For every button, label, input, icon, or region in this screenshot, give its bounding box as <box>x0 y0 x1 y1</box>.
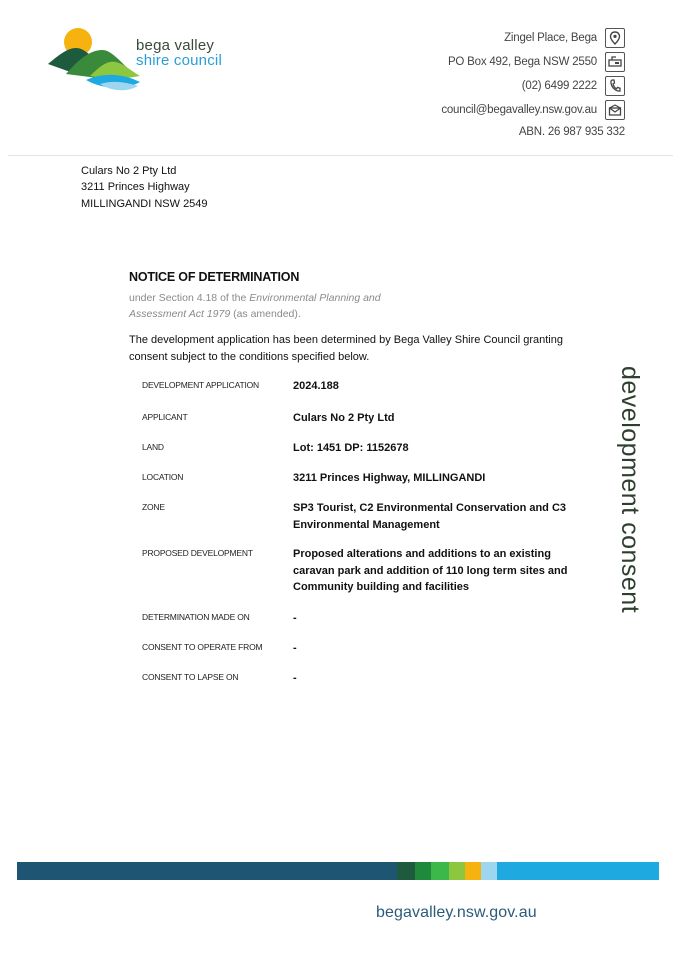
notice-subtitle <box>129 290 389 322</box>
mailbox-icon <box>605 52 625 72</box>
contact-phone <box>365 74 625 98</box>
header-divider <box>8 155 673 156</box>
detail-value: 2024.188 <box>293 380 339 392</box>
contact-email <box>365 98 625 122</box>
side-label <box>617 366 647 662</box>
contact-phone-text: (02) 6499 2222 <box>521 80 597 92</box>
location-pin-icon <box>605 28 625 48</box>
footer-website-link[interactable]: begavalley.nsw.gov.au <box>376 904 537 921</box>
notice-sub-suffix: (as amended). <box>230 308 301 320</box>
detail-label: CONSENT TO OPERATE FROM <box>142 642 263 652</box>
detail-label: CONSENT TO LAPSE ON <box>142 672 239 682</box>
notice-sub-prefix: under Section 4.18 of the <box>129 292 250 304</box>
detail-label: LOCATION <box>142 472 184 482</box>
footer-bar-segment <box>497 862 659 880</box>
footer-bar-segment <box>431 862 449 880</box>
detail-value: 3211 Princes Highway, MILLINGANDI <box>293 472 486 484</box>
footer-bar-segment <box>465 862 481 880</box>
detail-label: LAND <box>142 442 164 452</box>
footer-bar-segment <box>17 862 397 880</box>
notice-sub-act: Environmental Planning and Assessment Act 1979 <box>129 292 381 320</box>
detail-value: Proposed alterations and additions to an existing caravan park and addition of 110 long term sites and Community building and facilities <box>293 548 568 593</box>
footer-colour-bar <box>17 862 659 880</box>
detail-value: Culars No 2 Pty Ltd <box>293 412 395 424</box>
council-logo <box>46 24 271 96</box>
contact-address-text: Zingel Place, Bega <box>504 32 597 44</box>
recipient-name: Culars No 2 Pty Ltd <box>81 165 177 177</box>
contact-postal <box>365 50 625 74</box>
notice-title: NOTICE OF DETERMINATION <box>129 270 300 284</box>
detail-value: - <box>293 672 297 684</box>
notice-intro: The development application has been determined by Bega Valley Shire Council granting consent subject to the conditions specified below. <box>129 334 563 363</box>
detail-label: APPLICANT <box>142 412 188 422</box>
footer-bar-segment <box>449 862 465 880</box>
contact-address <box>365 26 625 50</box>
detail-label: ZONE <box>142 502 165 512</box>
detail-label: PROPOSED DEVELOPMENT <box>142 548 253 558</box>
recipient-address <box>81 163 208 212</box>
abn-number: ABN. 26 987 935 332 <box>518 126 625 138</box>
detail-value: - <box>293 642 297 654</box>
footer-bar-segment <box>397 862 415 880</box>
contact-email-text: council@begavalley.nsw.gov.au <box>441 104 597 116</box>
footer-bar-segment <box>481 862 497 880</box>
detail-value: - <box>293 612 297 624</box>
detail-value: SP3 Tourist, C2 Environmental Conservation and C3 Environmental Management <box>293 502 567 531</box>
email-icon <box>605 100 625 120</box>
detail-value: Lot: 1451 DP: 1152678 <box>293 442 409 454</box>
detail-label: DEVELOPMENT APPLICATION <box>142 380 259 390</box>
logo-line2: shire council <box>136 52 222 69</box>
detail-label: DETERMINATION MADE ON <box>142 612 250 622</box>
notice-section <box>129 270 589 365</box>
side-label-text: development consent <box>616 366 644 614</box>
recipient-locality: MILLINGANDI NSW 2549 <box>81 197 208 210</box>
contact-postal-text: PO Box 492, Bega NSW 2550 <box>447 56 597 68</box>
footer-bar-segment <box>415 862 431 880</box>
mountains-sun-logo-icon <box>46 24 141 94</box>
recipient-street: 3211 Princes Highway <box>81 181 190 194</box>
contact-block <box>365 26 625 142</box>
logo-line1: bega valley <box>136 37 215 54</box>
phone-icon <box>605 76 625 96</box>
